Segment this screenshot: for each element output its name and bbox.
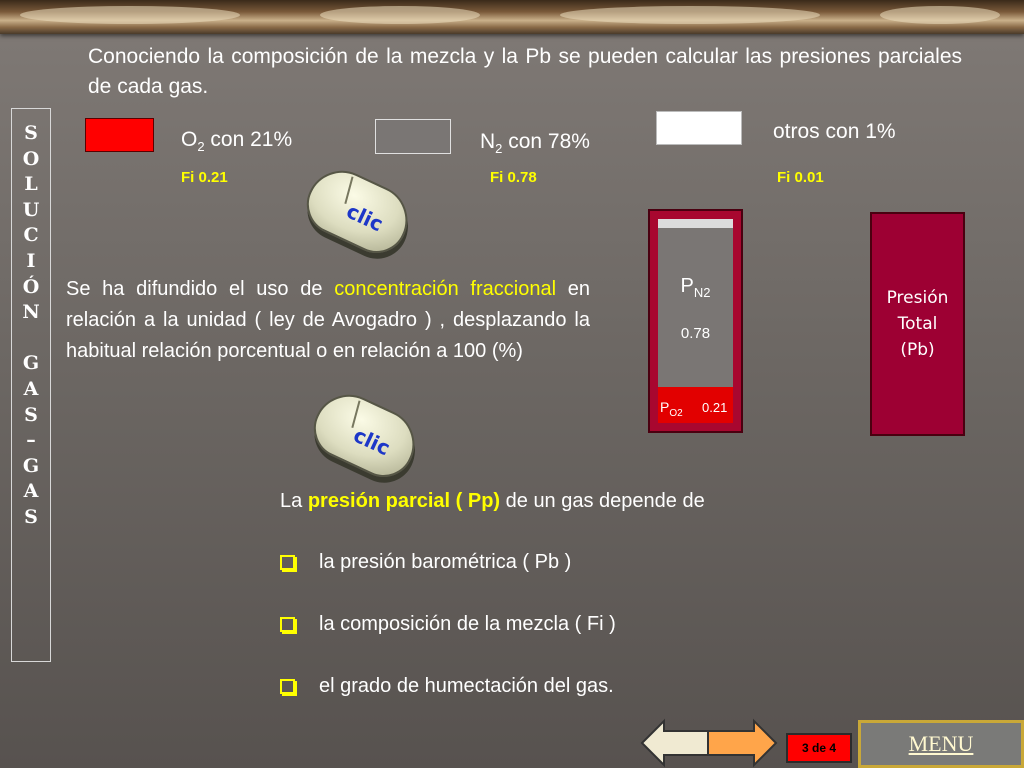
- vertical-title-char: A: [23, 480, 39, 503]
- menu-button[interactable]: [858, 720, 1024, 768]
- bullet-item: la presión barométrica ( Pb ): [280, 551, 571, 574]
- highlight-term: concentración fraccional: [334, 278, 557, 300]
- definition-bold-term: presión parcial ( Pp): [307, 490, 501, 512]
- vertical-title-char: L: [24, 173, 38, 196]
- pn2-label: $P_{N2}$: [680, 275, 711, 300]
- vertical-title-char: I: [26, 249, 36, 272]
- vertical-title-char: Ó: [22, 275, 40, 298]
- otros-color-swatch: [656, 111, 742, 145]
- vertical-title-char: S: [24, 403, 38, 426]
- prev-arrow-icon[interactable]: [642, 721, 710, 765]
- vertical-title-char: S: [24, 505, 38, 528]
- po2-label: $P_{O2}$: [660, 399, 683, 419]
- o2-fraction: Fi 0.21: [181, 169, 228, 186]
- vertical-title-char: G: [22, 352, 40, 375]
- checkbox-bullet-icon: [280, 555, 295, 570]
- partial-pressure-bar: [648, 209, 743, 433]
- vertical-title-char: –: [26, 429, 36, 452]
- n2-bar-segment: [658, 219, 733, 387]
- vertical-title-char: S: [24, 122, 38, 144]
- checkbox-bullet-icon: [280, 679, 295, 694]
- menu-label: MENU: [908, 731, 974, 756]
- top-decorative-strip: [0, 0, 1024, 34]
- clic-label: clic: [349, 422, 394, 461]
- otros-legend-label: otros con 1%: [773, 120, 896, 143]
- concentration-paragraph: Se ha difundido el uso de concentración fraccional en relación a la unidad ( ley de Avogadro ) , desplazando la habitual relación porcentual o en relación a 100 (%): [66, 278, 590, 362]
- checkbox-bullet-icon: [280, 617, 295, 632]
- vertical-title-char: N: [22, 301, 40, 324]
- total-pressure-line2: Total: [897, 314, 938, 334]
- clic-button-1[interactable]: [297, 159, 419, 263]
- clic-label: clic: [342, 198, 387, 237]
- vertical-title: [11, 108, 51, 662]
- o2-color-swatch: [85, 118, 154, 152]
- nav-arrows: [640, 718, 780, 768]
- vertical-title-char: G: [22, 454, 40, 477]
- otros-bar-segment: [658, 219, 733, 228]
- total-pressure-bar: [870, 212, 965, 436]
- intro-text: Conociendo la composición de la mezcla y la Pb se pueden calcular las presiones parciales de cada gas.: [88, 45, 962, 98]
- page-indicator: 3 de 4: [786, 733, 852, 763]
- partial-pressure-definition: La presión parcial ( Pp) de un gas depende de: [280, 490, 705, 512]
- o2-legend-label: $O_2$ con 21%: [181, 128, 293, 155]
- total-pressure-line3: (Pb): [900, 340, 935, 360]
- bullet-item: la composición de la mezcla ( Fi ): [280, 613, 616, 636]
- vertical-title-char: O: [22, 147, 40, 170]
- bullet-item: el grado de humectación del gas.: [280, 675, 614, 698]
- otros-fraction: Fi 0.01: [777, 169, 824, 186]
- clic-button-2[interactable]: [304, 383, 426, 487]
- pn2-value: 0.78: [680, 325, 711, 342]
- vertical-title-char: C: [23, 224, 39, 247]
- total-pressure-line1: Presión: [886, 288, 949, 308]
- n2-legend-label: $N_2$ con 78%: [480, 130, 590, 157]
- po2-value: 0.21: [702, 400, 728, 415]
- vertical-title-char: U: [22, 198, 40, 221]
- next-arrow-icon[interactable]: [708, 721, 776, 765]
- n2-color-swatch: [375, 119, 451, 154]
- vertical-title-char: A: [23, 377, 39, 400]
- n2-fraction: Fi 0.78: [490, 169, 537, 186]
